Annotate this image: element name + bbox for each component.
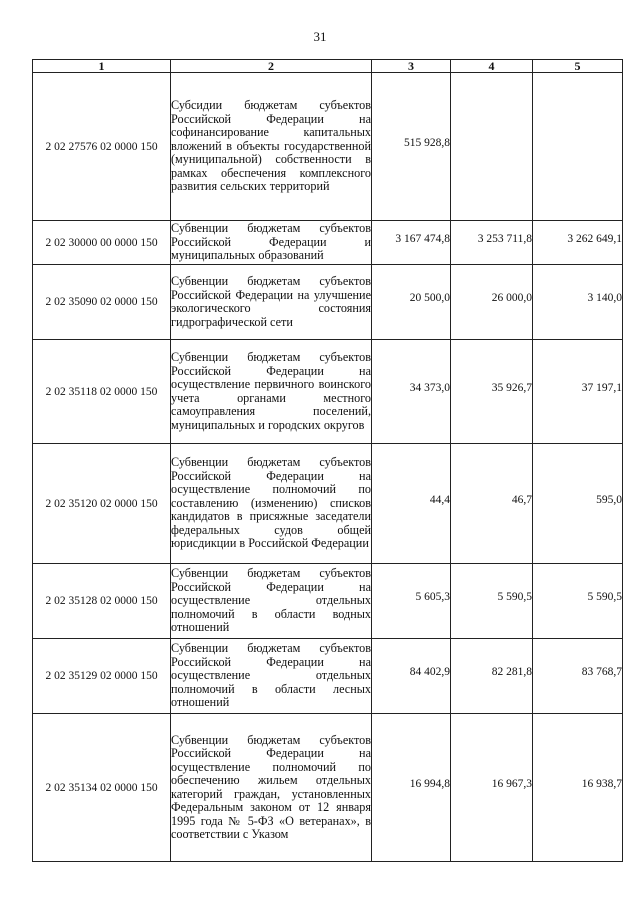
budget-code: 2 02 35090 02 0000 150: [33, 265, 171, 340]
income-description: Субвенции бюджетам субъектов Российской Федерации на осуществление отдельных полномочий в области лесных отношений: [171, 639, 372, 714]
amount-col4: 82 281,8: [491, 666, 532, 678]
page-number: 31: [313, 29, 327, 44]
column-header-1: 1: [33, 60, 171, 73]
amount-col3: 34 373,0: [409, 381, 450, 394]
budget-code: 2 02 35120 02 0000 150: [33, 444, 171, 564]
income-description: Субсидии бюджетам субъектов Российской Федерации на софинансирование капитальных вложений в объекты государственной (муниципальной) собственности в рамках обеспечения комплексного развития сельских территорий: [171, 73, 372, 221]
amount-col3: 84 402,9: [409, 666, 450, 678]
amount-col4: 5 590,5: [497, 591, 532, 603]
income-description: Субвенции бюджетам субъектов Российской Федерации и муниципальных образований: [171, 221, 372, 265]
amount-col4: 3 253 711,8: [477, 232, 532, 245]
column-header-4: 4: [451, 60, 533, 73]
table-row: [33, 221, 623, 265]
table-row: [33, 340, 623, 444]
amount-col3: 16 994,8: [409, 777, 450, 790]
table-row: [33, 639, 623, 714]
amount-col3: 3 167 474,8: [395, 232, 450, 245]
column-header-5: 5: [533, 60, 623, 73]
amount-col5: 3 262 649,1: [567, 232, 622, 245]
table-row: [33, 73, 623, 221]
budget-code: 2 02 27576 02 0000 150: [33, 73, 171, 221]
amount-col3: 44,4: [429, 493, 450, 506]
income-description: Субвенции бюджетам субъектов Российской Федерации на осуществление первичного воинского учета органами местного самоуправления поселений, муниципальных и городских округов: [171, 340, 372, 444]
amount-col5: 5 590,5: [587, 591, 622, 603]
budget-code: 2 02 35118 02 0000 150: [33, 340, 171, 444]
table-header-row: [33, 60, 623, 73]
amount-col5: 16 938,7: [581, 777, 622, 790]
amount-col5: 3 140,0: [587, 292, 622, 304]
income-description: Субвенции бюджетам субъектов Российской Федерации на улучшение экологического состояния гидрографической сети: [171, 265, 372, 340]
table-row: [33, 564, 623, 639]
budget-code: 2 02 35128 02 0000 150: [33, 564, 171, 639]
amount-col3: 515 928,8: [404, 136, 450, 149]
budget-code: 2 02 35134 02 0000 150: [33, 714, 171, 862]
amount-col3: 20 500,0: [409, 292, 450, 304]
amount-col4: 16 967,3: [491, 777, 532, 790]
income-description: Субвенции бюджетам субъектов Российской Федерации на осуществление полномочий по обеспечению жильем отдельных категорий граждан, установленных Федеральным законом от 12 января 1995 года № 5-ФЗ «О ветеранах», в соответствии с Указом: [171, 714, 372, 862]
table-row: [33, 444, 623, 564]
amount-col4: 35 926,7: [491, 381, 532, 394]
income-description: Субвенции бюджетам субъектов Российской Федерации на осуществление полномочий по составлению (изменению) списков кандидатов в присяжные заседатели федеральных судов общей юрисдикции в Российской Федерации: [171, 444, 372, 564]
amount-col5: 595,0: [596, 493, 622, 506]
column-header-2: 2: [171, 60, 372, 73]
income-description: Субвенции бюджетам субъектов Российской Федерации на осуществление отдельных полномочий в области водных отношений: [171, 564, 372, 639]
budget-code: 2 02 30000 00 0000 150: [33, 221, 171, 265]
amount-col5: 37 197,1: [581, 381, 622, 394]
amount-col3: 5 605,3: [415, 591, 450, 603]
amount-col5: 83 768,7: [581, 666, 622, 678]
amount-col4: 26 000,0: [491, 292, 532, 304]
column-header-3: 3: [372, 60, 451, 73]
budget-table: [32, 59, 623, 862]
table-row: [33, 265, 623, 340]
amount-col4: 46,7: [511, 493, 532, 506]
budget-code: 2 02 35129 02 0000 150: [33, 639, 171, 714]
table-row: [33, 714, 623, 862]
